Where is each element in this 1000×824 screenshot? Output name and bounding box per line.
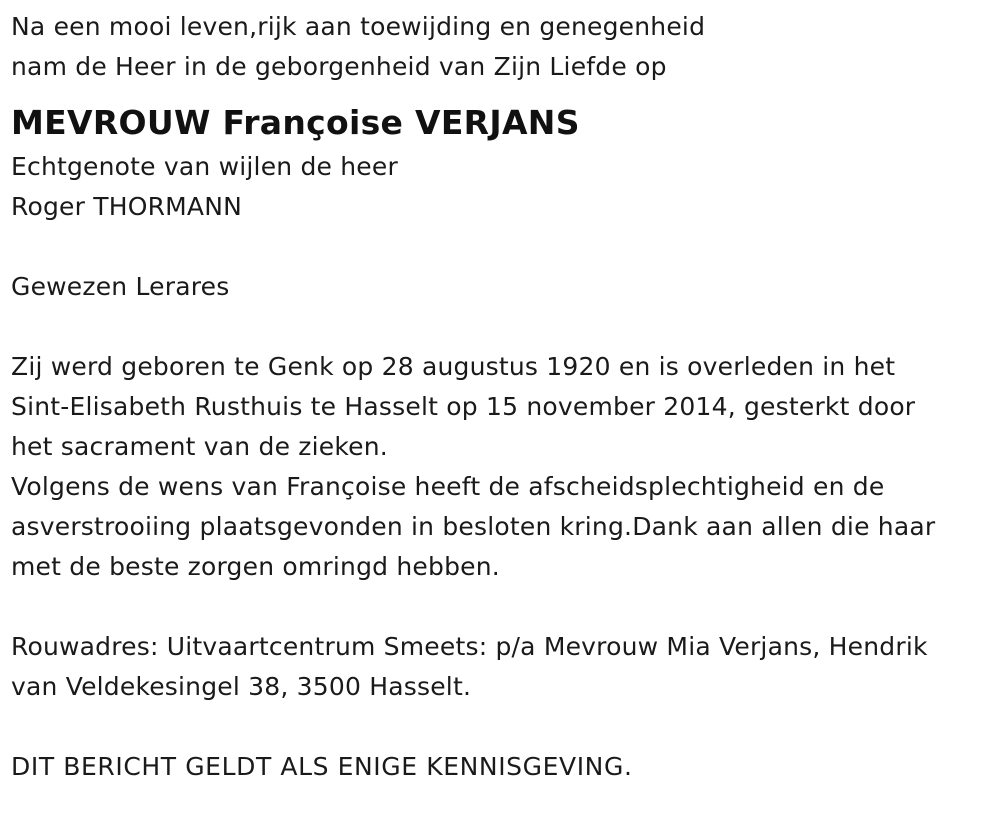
- body-line-5: asverstrooiing plaatsgevonden in besloten kring.Dank aan allen die haar: [11, 512, 936, 541]
- spacer: [11, 707, 991, 747]
- spouse-line-1: Echtgenote van wijlen de heer: [11, 152, 398, 181]
- body-line-2: Sint-Elisabeth Rusthuis te Hasselt op 15 november 2014, gesterkt door: [11, 392, 916, 421]
- deceased-name: MEVROUW Françoise VERJANS: [11, 103, 580, 142]
- body-line-4: Volgens de wens van Françoise heeft de afscheidsplechtigheid en de: [11, 472, 885, 501]
- spacer: [11, 227, 991, 267]
- intro-line-1: Na een mooi leven,rijk aan toewijding en genegenheid: [11, 12, 706, 41]
- body-line-1: Zij werd geboren te Genk op 28 augustus 1920 en is overleden in het: [11, 352, 896, 381]
- profession: Gewezen Lerares: [11, 272, 230, 301]
- closing-statement: DIT BERICHT GELDT ALS ENIGE KENNISGEVING.: [11, 752, 633, 781]
- body-line-6: met de beste zorgen omringd hebben.: [11, 552, 500, 581]
- address-line-2: van Veldekesingel 38, 3500 Hasselt.: [11, 672, 472, 701]
- spacer: [11, 307, 991, 347]
- spouse-line-2: Roger THORMANN: [11, 192, 243, 221]
- body-line-3: het sacrament van de zieken.: [11, 432, 388, 461]
- address-line-1: Rouwadres: Uitvaartcentrum Smeets: p/a Mevrouw Mia Verjans, Hendrik: [11, 632, 928, 661]
- spacer: [11, 587, 991, 627]
- intro-line-2: nam de Heer in de geborgenheid van Zijn Liefde op: [11, 52, 667, 81]
- death-notice: [11, 7, 991, 787]
